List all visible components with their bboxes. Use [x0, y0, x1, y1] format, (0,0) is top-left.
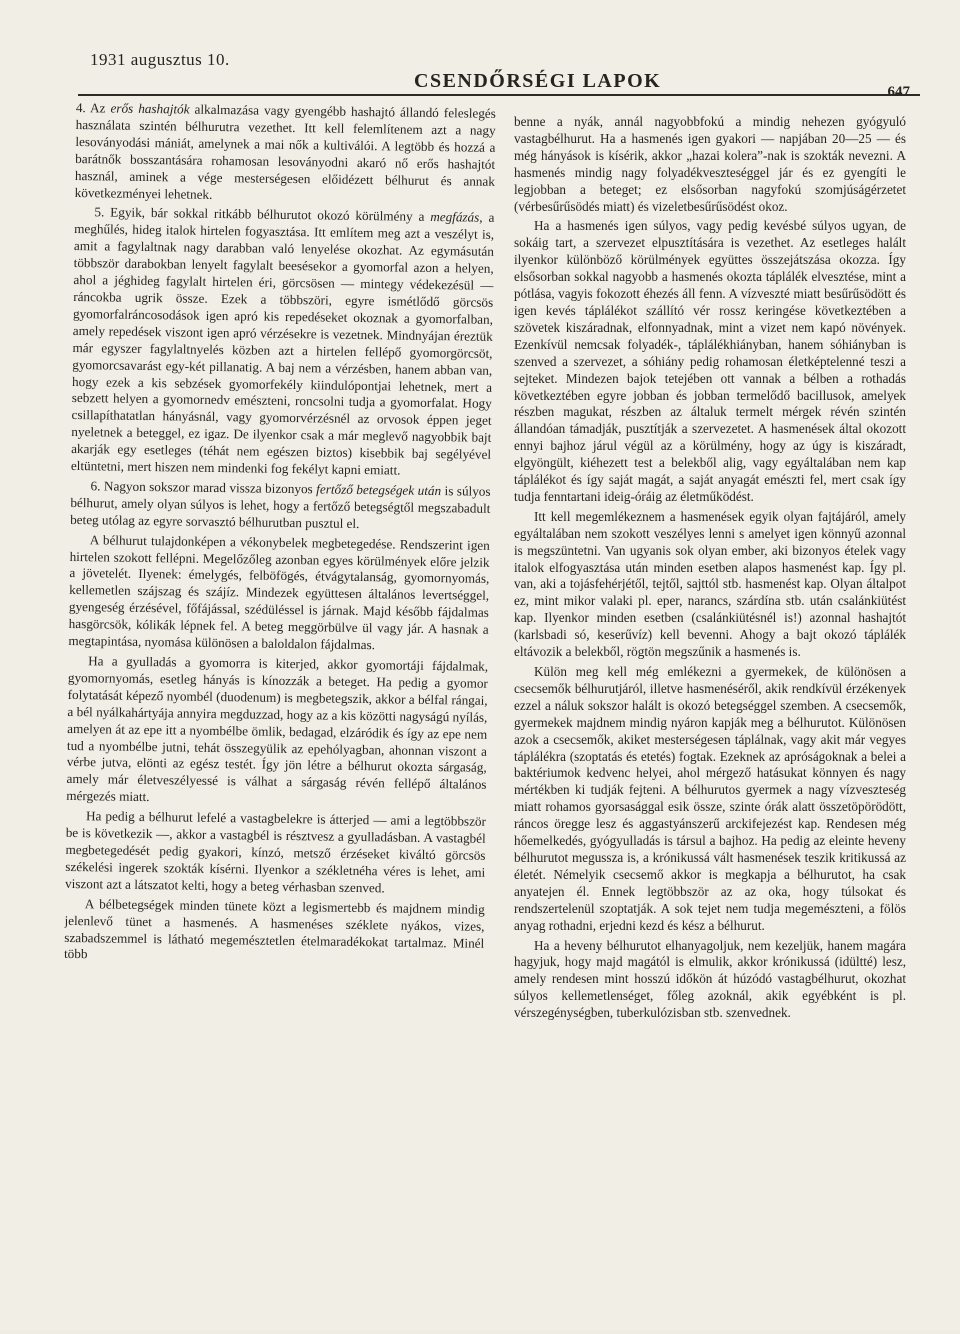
page-number: 647 — [887, 84, 910, 100]
paragraph: Itt kell megemlékeznem a hasmenések egyik olyan fajtájáról, amely egyáltalában nem szokott veszélyes lenni s amelyet igen könnyű azonnal is megszüntetni. Van ugyanis sok olyan ember, aki bizonyos ételek vagy italok elfogyasztása után minden esetben alapos hasmenést kap. Így pl. van, aki a tojásfehérjétől, tejtől, sajttól stb. hasmenést kap. Olyan általpot ez, mint mikor valaki pl. eper, narancs, szárdína stb. után csalánkiütést kap. Ilyenkor minden esetben (csalánkiütésnél is!) azonnal hashajtót (karlsbadi só, keserűvíz) kell bevenni. Ahogy a bajt okozó táplálék eltávozik a belekből, rögtön megszűnik a hasmenés is. — [514, 508, 906, 660]
left-column — [59, 100, 496, 1326]
paragraph: Külön meg kell még emlékezni a gyermekek, de különösen a csecsemők bélhurutjáról, illetve hasmenéséről, akik rendkívül érzékenyek ezzel a náluk sokszor halált is okozó betegséggel szemben. A csecsemők, gyermekek majdnem mindig nyáron kapják meg a bélhurutot. Különösen azok a csecsemők, akiket mesterségesen táplálnak, vagy akit már vegyes táplálékra (szoptatás és etetés) fogtak. Ezeknek az apróságoknak a belei a baktériumok kedvenc helyei, ahol mérgező hatásukat könnyen és nagy mértékben ki tudják fejteni. A bélhurutos gyermek a nagy vízveszteség miatt rohamos gyorsasággal esik össze, szinte órák alatt összetöpörödött, ráncos öregge lesz és aggastyánszerű arckifejezést kap. Rendesen még hőemelkedés, gyógyulladás is társul a bajhoz. Ha pedig az eleinte heveny bélhurutot megussza is, a krónikussá vált hasmenések teszik kritikussá az életét. Némelyik csecsemő akkor is megkapja a bélhurutot, ha csak anyatejen él. Ennek legtöbbször az az oka, hogy túlsokat és rendszertelenül szoptatják. A sok tejet nem tudja megemészteni, a fölös anyag rothadni, erjedni kezd és kész a bélhurut. — [514, 664, 906, 933]
paragraph: A bélbetegségek minden tünete közt a legismertebb és majdnem mindig jelenlevő tünet a hasmenés. A hasmenéses széklete nyákos, vizes, szabadszemmel is látható megemésztetlen ételmaradékokat tartalmaz. Minél több — [63, 895, 485, 962]
issue-date: 1931 augusztus 10. — [90, 50, 230, 69]
right-column — [514, 114, 906, 1334]
page-header — [78, 50, 920, 98]
paragraph: benne a nyák, annál nagyobbfokú a mindig nehezen gyógyuló vastagbélhurut. Ha a hasmenés igen gyakori — napjában 20—25 — és még hányások is kísérik, akkor „hazai kolera”-nak is szokták nevezni. A hasmenés mindig nagy folyadékveszteséggel jár és ez gyengíti le legjobban a beteget; ez elsősorban nagyfokú szomjúságérzetet (vérbesűrűsödés miatt) és vizeletbesűrűsödést okoz. — [514, 114, 906, 214]
paragraph: Ha a hasmenés igen súlyos, vagy pedig kevésbé súlyos ugyan, de sokáig tart, a szervezet elpusztítására is vezethet. Az esetleges halált ilyenkor különböző körülmények együttes összejátszása okozza. Így elsősorban sokkal nagyobb a hasmenés okozta táplálék elvesztése, mint a pótlása, vagyis fokozott éhezés áll fenn. A vízveszté miatt besűrűsödött és igen kevés táplálékot szállító vér rossz keringése következtében a szövetek kiszáradnak, elfonnyadnak, mint a vizet nem kapó növények. Ezenkívül nemcsak folyadék-, táplálékhiányban, hanem sóhiányban is szenved a szervezet, a sóhiány pedig rohamosan életképtelenné teszi a sejteket. Mindezen bajok tetejében ott vannak a bélben a rothadás következtében egyre jobban és jobban termelődő bacillusok, amelyek részben magukat, részben az általuk termelt mérgek révén szintén állandóan támadják, pusztítják a szervezetet. A hasmenések által okozott ennyi bajhoz járul végül az a körülmény, hogy az úgy is kiszáradt, elgyöngült, kiéhezett test a belekből alig, vagy egyáltalában nem kap táplálékot és így saját magát, a saját anyagát emészti fel, mert csak így tudja fenntartani ideig-óráig az életműködést. — [514, 218, 906, 504]
paragraph: A bélhurut tulajdonképen a vékonybelek megbetegedése. Rendszerint igen hirtelen szokott fellépni. Megelőzőleg azonban egyes körülmények előre jelzik a jövetelét. Ilyenek: émelygés, felböfögés, étvágytalanság, gyomornyomás, kellemetlen szájszag és szájíz. Mindezek együttesen általános levertséggel, gyengeség érzésével, főfájással, szédüléssel is járnak. Majd később fájdalmas hasgörcsök, kólikák lépnek fel. A beteg meggörbülve ül vagy jár. A hasnak a megtapintása, nyomása különösen a baloldalon fájdalmas. — [68, 531, 490, 653]
publication-title: CSENDŐRSÉGI LAPOK — [414, 70, 662, 92]
paragraph: Ha a gyulladás a gyomorra is kiterjed, akkor gyomortáji fájdalmak, gyomornyomás, esetleg hányás is kínozzák a beteget. Ha pedig a gyomor folytatását képező nyombél (duodenum) is megbetegszik, akkor a bélfal rángai, a bél nyálkahártyája annyira megduzzad, hogy az a kis közötti nagyságú nyílás, amelyen át az epe itt a nyombélbe ömlik, bedagad, elzáródik és így az epe nem tud a nyombélbe jutni, tehát összegyülik az epehólyagban, ahonnan viszont a vérbe jutva, elönti az egész testét. Így jön létre a bélhurut okozta sárgaság, amely már életveszélyessé is válhat a sárgaság révén fellépő általános mérgezés miatt. — [66, 653, 489, 805]
header-rule — [78, 94, 920, 96]
paragraph: Ha a heveny bélhurutot elhanyagoljuk, nem kezeljük, hanem magára hagyjuk, hogy majd magától is elmulik, akkor krónikussá (idültté) lesz, amely rendesen mint hosszú időkön át húzódó vastagbélhurut, okozhat súlyos kellemetlenséget, főleg azoknál, akik egyébként is pl. vérszegénységben, tuberkulózisban stb. szenvednek. — [514, 937, 906, 1021]
paragraph: 4. Az erős hashajtók alkalmazása vagy gyengébb hashajtó állandó feleslegés használata szintén bélhurutra vezethet. Itt kell felemlítenem azt a nagy lesoványodási mániát, amelynek a mai nők a kultiválói. A legtöbb és hozzá a barátnők bosszantására rohamosan lesoványodni akaró nő erős hashajtót használ, aminek a vége mesterségesen előidézett bélhurut és annak következményei lehetnek. — [74, 100, 496, 202]
paragraph: 5. Egyik, bár sokkal ritkább bélhurutot okozó körülmény a megfázás, a meghűlés, hideg italok hirtelen fogyasztása. Itt említem meg azt a veszélyt is, amit a fagylaltnak nagy darabban való lenyelése okozhat. Az egymásután többször darabokban lenyelt fagylalt beesésekor a gyomorfal azon a helyen, ahol a jéghideg fagylalt hirtelen éri, görcsösen — mintegy védekezésül — ráncokba ugrik össze. Ezek a többszöri, egyre ismétlődő görcsös gyomorfalráncosodások igen apró kis repedéseket okoznak a gyomorfalban, amely repedések viszont igen apró vérzésekre is vezetnek. Mindnyájan éreztük már egyszer fagylaltnyelés közben azt a hirtelen fellépő gyomorgörcsöt, gyomorcsavarást egy-két pillanatig. A baj nem a vérzésben, hanem abban van, hogy ezek a kis sebzések gyomorfekély kiindulópontjai lehetnek, mert a sebzett helyen a gyomornedv emészteni, roncsolni tudja a gyomorfalat. Hogy csillapíthatatlan hányásnál, vagy gyomorvérzésnél az orvosok éppen jeget nyeletnek a beteggel, ez igaz. De ilyenkor csak a már meglevő nagyobbik bajt akarják egy esetleges (téhát nem egészen biztos) kisebbik baj segélyével eltüntetni, mert hiszen nem mindenki fog fekélyt kapni emiatt. — [70, 204, 495, 478]
paragraph: Ha pedig a bélhurut lefelé a vastagbelekre is átterjed — ami a legtöbbször be is következik —, akkor a vastagbél is résztvesz a gyulladásban. A vastagbél megbetegedését pedig gyakori, kínzó, metsző érzéseket kiváltó görcsös székelési ingerek szokták kísérni. Ilyenkor a székletnéha véres is lehet, ami viszont azt a látszatot kelti, hogy a beteg vérhasban szenved. — [64, 808, 487, 896]
paragraph: 6. Nagyon sokszor marad vissza bizonyos fertőző betegségek után is súlyos bélhurut, amely olyan súlyos is lehet, hogy a fertőző betegségtől megszabadult beteg utólag az egyre sorvasztó bélhurutban pusztul el. — [70, 478, 491, 531]
